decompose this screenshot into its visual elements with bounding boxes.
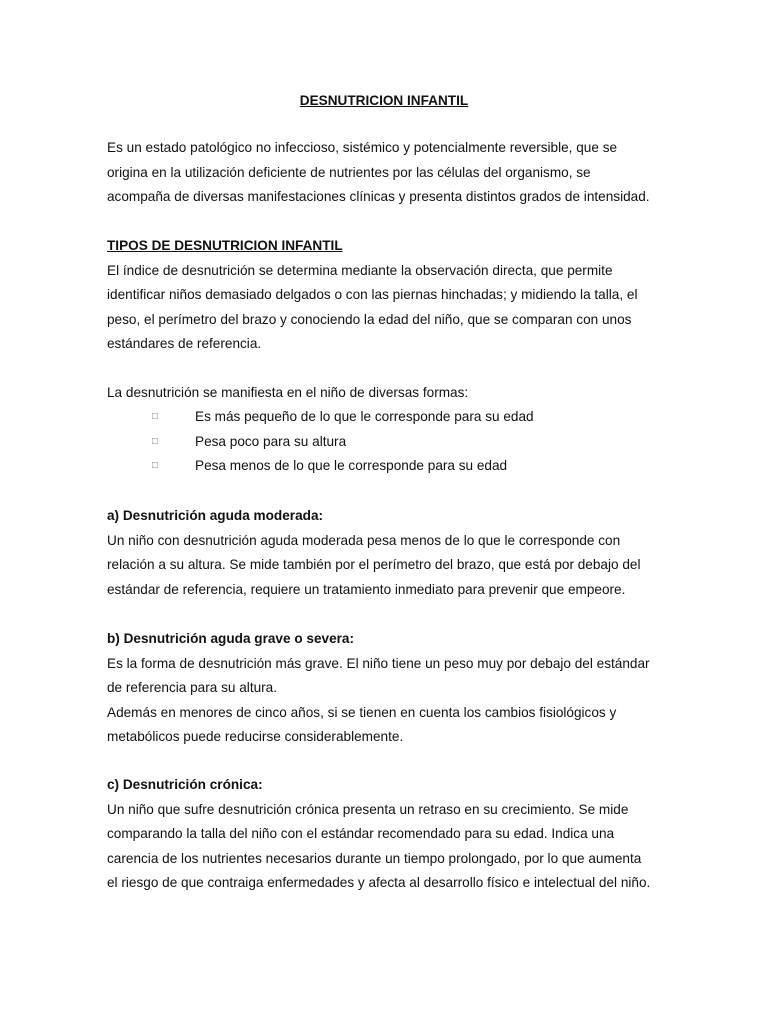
section-c-line: el riesgo de que contraiga enfermedades y afecta al desarrollo físico e intelectual del niño. [107, 875, 651, 890]
tipos-line: identificar niños demasiado delgados o con las piernas hinchadas; y midiendo la talla, el [107, 287, 638, 302]
list-item-text: Pesa poco para su altura [195, 433, 347, 449]
checkbox-bullet-icon: □ [152, 411, 159, 422]
section-b [107, 627, 667, 750]
formas-list [152, 405, 672, 479]
list-item [152, 454, 672, 479]
tipos-line: peso, el perímetro del brazo y conociendo la edad del niño, que se comparan con unos [107, 311, 632, 327]
tipos-line: El índice de desnutrición se determina mediante la observación directa, que permite [107, 262, 613, 278]
section-a-heading: a) Desnutrición aguda moderada: [107, 508, 324, 523]
section-c [107, 773, 667, 896]
section-a-line: estándar de referencia, requiere un tratamiento inmediato para prevenir que empeore. [107, 581, 626, 597]
section-a-line: relación a su altura. Se mide también por el perímetro del brazo, que está por debajo del [107, 557, 641, 572]
list-item-text: Es más pequeño de lo que le corresponde para su edad [195, 409, 534, 424]
section-c-line: comparando la talla del niño con el estándar recomendado para su edad. Indica una [107, 826, 615, 841]
intro-line: Es un estado patológico no infeccioso, sistémico y potencialmente reversible, que se [107, 140, 618, 155]
intro-line: origina en la utilización deficiente de nutrientes por las células del organismo, se [107, 164, 591, 180]
section-b-line: metabólicos puede reducirse considerablemente. [107, 729, 404, 744]
checkbox-bullet-icon: □ [152, 435, 159, 447]
tipos-line: estándares de referencia. [107, 336, 262, 351]
section-b-line: Además en menores de cinco años, si se tienen en cuenta los cambios fisiológicos y [107, 704, 617, 720]
section-b-heading: b) Desnutrición aguda grave o severa: [107, 631, 355, 646]
intro-paragraph [107, 136, 667, 210]
intro-line: acompaña de diversas manifestaciones clínicas y presenta distintos grados de intensidad. [107, 189, 650, 204]
formas-intro-line: La desnutrición se manifiesta en el niño de diversas formas: [107, 385, 469, 400]
checkbox-bullet-icon: □ [152, 460, 159, 471]
list-item [152, 405, 672, 430]
tipos-section [107, 234, 667, 357]
section-a-line: Un niño con desnutrición aguda moderada pesa menos de lo que le corresponde con [107, 532, 621, 548]
section-c-heading: c) Desnutrición crónica: [107, 777, 263, 792]
section-c-line: carencia de los nutrientes necesarios durante un tiempo prolongado, por lo que aumenta [107, 850, 642, 866]
section-c-line: Un niño que sufre desnutrición crónica presenta un retraso en su crecimiento. Se mide [107, 801, 629, 817]
formas-intro [107, 381, 667, 406]
list-item-text: Pesa menos de lo que le corresponde para su edad [195, 458, 508, 473]
tipos-heading: TIPOS DE DESNUTRICION INFANTIL [107, 238, 343, 253]
section-b-line: de referencia para su altura. [107, 680, 278, 695]
section-a [107, 504, 667, 602]
page-title: DESNUTRICION INFANTIL [299, 93, 469, 108]
section-b-line: Es la forma de desnutrición más grave. El niño tiene un peso muy por debajo del estándar [107, 655, 650, 671]
list-item [152, 430, 672, 455]
